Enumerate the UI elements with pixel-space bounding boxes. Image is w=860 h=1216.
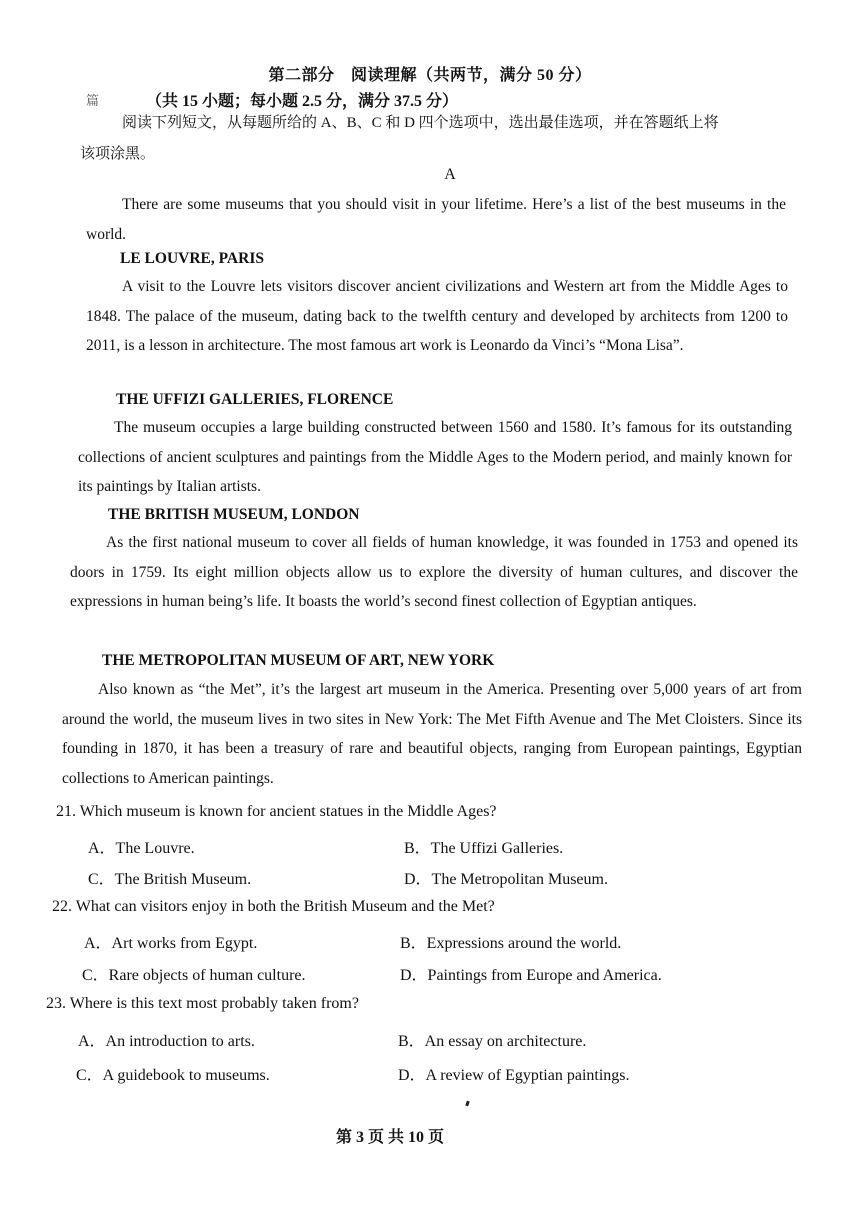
question-stem: Which museum is known for ancient statues in the Middle Ages? <box>79 803 497 820</box>
q21-option-c[interactable]: C．The British Museum. <box>88 871 252 888</box>
section-heading-british: THE BRITISH MUSEUM, LONDON <box>108 506 360 523</box>
section-heading-louvre: LE LOUVRE, PARIS <box>120 250 264 267</box>
q23-option-b[interactable]: B．An essay on architecture. <box>398 1033 587 1050</box>
question-stem: What can visitors enjoy in both the British Museum and the Met? <box>75 898 495 915</box>
q23-option-a[interactable]: A．An introduction to arts. <box>78 1033 255 1050</box>
passage-letter: A <box>444 166 456 183</box>
question-22 <box>52 898 495 916</box>
question-number: 22. <box>52 898 72 915</box>
section-heading-uffizi: THE UFFIZI GALLERIES, FLORENCE <box>116 391 394 408</box>
margin-mark: 篇 <box>86 93 100 108</box>
section-heading-met: THE METROPOLITAN MUSEUM OF ART, NEW YORK <box>102 652 495 669</box>
passage-intro: There are some museums that you should visit in your lifetime. Here’s a list of the best museums in the world. <box>86 196 786 243</box>
question-21 <box>56 803 497 821</box>
q21-option-d[interactable]: D．The Metropolitan Museum. <box>404 871 608 888</box>
q23-option-d[interactable]: D．A review of Egyptian paintings. <box>398 1067 630 1084</box>
section-subtitle: （共 15 小题；每小题 2.5 分，满分 37.5 分） <box>146 93 459 110</box>
section-text-met: Also known as “the Met”, it’s the largest art museum in the America. Presenting over 5,000 years of art from around the world, the museum lives in two sites in New York: The Met Fifth Avenue and The Met Cloisters. Since its founding in 1870, it has been a treasury of rare and beautiful objects, ranging from European paintings, Egyptian collections to American paintings. <box>62 681 802 787</box>
q21-option-a[interactable]: A．The Louvre. <box>88 840 195 857</box>
scan-speck <box>465 1101 470 1107</box>
instructions-line-2: 该项涂黑。 <box>80 146 156 162</box>
q22-option-d[interactable]: D．Paintings from Europe and America. <box>400 967 662 984</box>
instructions-line-1: 阅读下列短文，从每题所给的 A、B、C 和 D 四个选项中，选出最佳选项，并在答题纸上将 <box>122 115 719 131</box>
q22-option-c[interactable]: C．Rare objects of human culture. <box>82 967 306 984</box>
q23-option-c[interactable]: C．A guidebook to museums. <box>76 1067 270 1084</box>
section-text-louvre: A visit to the Louvre lets visitors discover ancient civilizations and Western art from the Middle Ages to 1848. The palace of the museum, dating back to the twelfth century and developed by architects from 1200 to 2011, is a lesson in architecture. The most famous art work is Leonardo da Vinci’s “Mona Lisa”. <box>86 278 788 354</box>
section-text-uffizi: The museum occupies a large building constructed between 1560 and 1580. It’s famous for its outstanding collections of ancient sculptures and paintings from the Middle Ages to the Modern period, and mainly known for its paintings by Italian artists. <box>78 419 792 495</box>
question-stem: Where is this text most probably taken from? <box>69 995 359 1012</box>
q22-option-b[interactable]: B．Expressions around the world. <box>400 935 622 952</box>
question-number: 21. <box>56 803 76 820</box>
question-23 <box>46 995 359 1013</box>
q22-option-a[interactable]: A．Art works from Egypt. <box>84 935 258 952</box>
section-text-british: As the first national museum to cover all fields of human knowledge, it was founded in 1753 and opened its doors in 1759. Its eight million objects allow us to explore the diversity of human cultures, and discover the expressions in human being’s life. It boasts the world’s second finest collection of Egyptian antiques. <box>70 534 798 610</box>
q21-option-b[interactable]: B．The Uffizi Galleries. <box>404 840 564 857</box>
question-number: 23. <box>46 995 66 1012</box>
page-footer: 第 3 页 共 10 页 <box>335 1129 444 1146</box>
section-title: 第二部分 阅读理解（共两节，满分 50 分） <box>268 67 592 84</box>
